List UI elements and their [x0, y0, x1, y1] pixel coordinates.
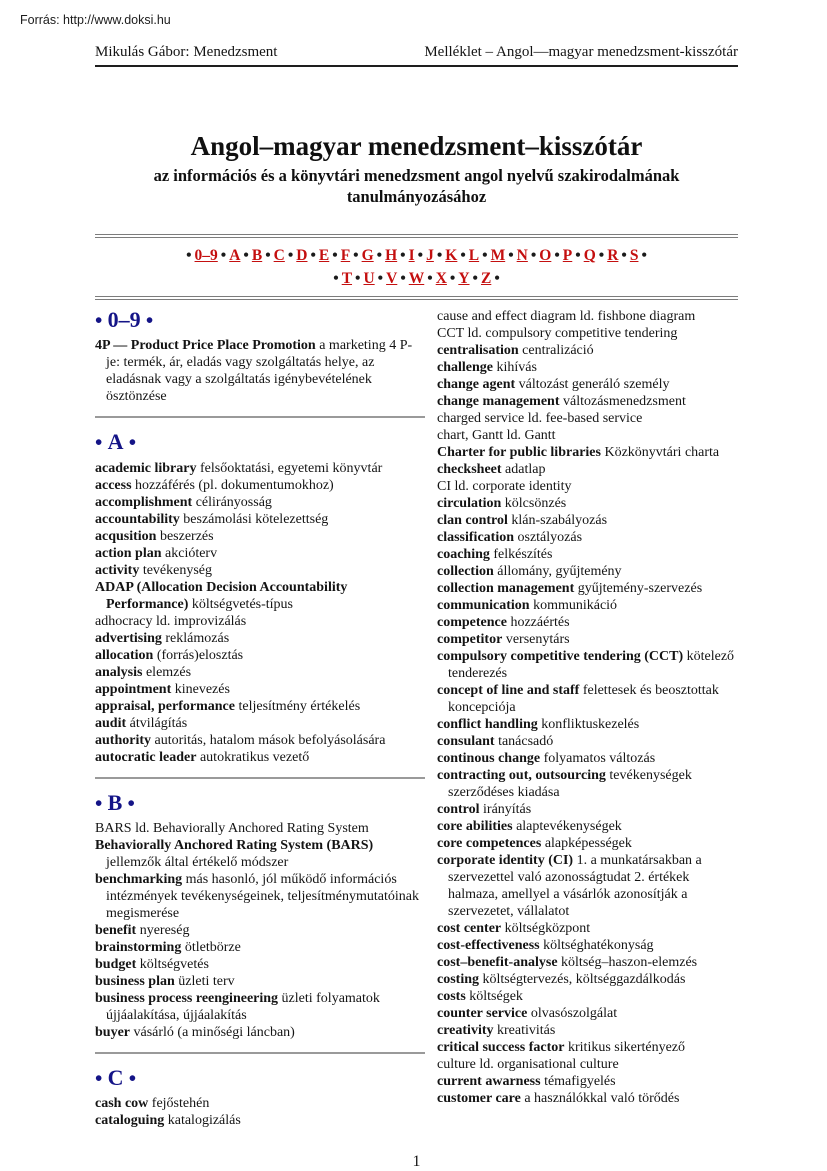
nav-letter-y[interactable]: Y — [458, 269, 470, 287]
entry-definition: folyamatos változás — [543, 751, 656, 767]
dictionary-entry — [95, 990, 425, 1024]
nav-letter-x[interactable]: X — [435, 269, 447, 287]
entry-term: advertising — [95, 630, 162, 646]
entry-definition: jellemzők által értékelő módszer — [106, 854, 289, 870]
entry-term: academic library — [95, 460, 197, 476]
dictionary-entry — [437, 410, 738, 427]
nav-letter-i[interactable]: I — [408, 247, 415, 265]
entry-definition: 1. a munkatársakban a szervezettel való azonosságtudat 2. értékek halmaza, amellyel a vásárlók azonosítják a szervezetet, vállalatot — [448, 853, 702, 920]
dictionary-entry — [95, 477, 425, 494]
entry-definition: centralizáció — [522, 343, 594, 359]
entry-definition: vásárló (a minőségi láncban) — [133, 1024, 295, 1040]
entry-definition: költségvetés — [139, 956, 209, 972]
nav-separator-bullet: • — [287, 247, 294, 265]
entry-definition: (forrás)elosztás — [156, 647, 244, 663]
dictionary-entry — [437, 393, 738, 410]
dictionary-entry — [437, 631, 738, 648]
entry-definition: felettesek és beosztottak koncepciója — [448, 683, 719, 716]
dictionary-entry — [437, 512, 738, 529]
section-heading-0-9 — [95, 308, 425, 332]
dictionary-entry — [95, 528, 425, 545]
nav-letter-l[interactable]: L — [468, 247, 480, 265]
dictionary-entry — [95, 871, 425, 922]
entry-definition: üzleti terv — [178, 973, 235, 989]
running-header — [95, 44, 738, 67]
entry-definition: irányítás — [483, 802, 532, 818]
dictionary-entry — [437, 614, 738, 631]
entry-term: acqusition — [95, 528, 157, 544]
letter-nav-row-2 — [95, 268, 738, 290]
entry-term: consulant — [437, 734, 495, 750]
entry-term: competence — [437, 615, 507, 631]
dictionary-entry — [95, 630, 425, 647]
entry-term: ADAP (Allocation Decision Accountability Performance) — [95, 579, 348, 612]
dictionary-entry — [437, 1056, 738, 1073]
entry-term: communication — [437, 598, 530, 614]
entry-definition: költséghatékonyság — [543, 938, 654, 954]
dictionary-entry — [95, 579, 425, 613]
dictionary-entry — [95, 1095, 425, 1112]
nav-separator-bullet: • — [494, 269, 500, 287]
entry-definition: alaptevékenységek — [516, 819, 622, 835]
nav-separator-bullet: • — [400, 269, 406, 287]
nav-letter-a[interactable]: A — [229, 247, 241, 265]
entry-definition: kommunikáció — [533, 598, 618, 614]
entry-term: activity — [95, 562, 140, 578]
entry-cross-reference: CCT ld. compulsory competitive tendering — [437, 326, 678, 342]
nav-letter-r[interactable]: R — [607, 247, 619, 265]
nav-letter-n[interactable]: N — [516, 247, 528, 265]
dictionary-entry — [437, 461, 738, 478]
entry-term: contracting out, outsourcing — [437, 768, 606, 784]
entry-cross-reference: BARS ld. Behaviorally Anchored Rating System — [95, 820, 369, 836]
entry-term: compulsory competitive tendering (CCT) — [437, 649, 684, 665]
entry-definition: kötelező tenderezés — [448, 649, 735, 682]
nav-letter-h[interactable]: H — [385, 247, 398, 265]
entry-cross-reference: adhocracy ld. improvizálás — [95, 613, 247, 629]
entry-term: business process reengineering — [95, 990, 279, 1006]
document-page — [95, 0, 738, 1171]
dictionary-entry — [95, 681, 425, 698]
dictionary-entry — [437, 852, 738, 920]
dictionary-entry — [437, 359, 738, 376]
entry-term: classification — [437, 530, 514, 546]
dictionary-entry — [437, 495, 738, 512]
page-subtitle: az információs és a könyvtári menedzsment angol nyelvű szakirodalmának tanulmányozásához — [153, 166, 680, 207]
dictionary-entry — [95, 664, 425, 681]
nav-separator-bullet: • — [641, 247, 647, 265]
dictionary-entry — [437, 342, 738, 359]
entry-definition: teljesítmény értékelés — [238, 698, 361, 714]
dictionary-entry — [437, 801, 738, 818]
nav-separator-bullet: • — [417, 247, 424, 265]
entry-definition: ötletbörze — [184, 939, 241, 955]
dictionary-entry — [437, 546, 738, 563]
dictionary-entry — [95, 749, 425, 766]
dictionary-entry — [437, 835, 738, 852]
dictionary-entry — [437, 682, 738, 716]
entry-term: 4P — Product Price Place Promotion — [95, 338, 316, 354]
entry-definition: üzleti folyamatok újjáalakítása, újjáalakítás — [106, 990, 380, 1023]
page-title: Angol–magyar menedzsment–kisszótár — [190, 131, 643, 161]
section-bullet: • — [123, 1065, 137, 1090]
entry-term: conflict handling — [437, 717, 538, 733]
entry-term: collection — [437, 564, 494, 580]
entry-definition: hozzáférés (pl. dokumentumokhoz) — [135, 477, 334, 493]
nav-separator-bullet: • — [220, 247, 227, 265]
nav-separator-bullet: • — [243, 247, 249, 265]
entry-cross-reference: culture ld. organisational culture — [437, 1057, 619, 1073]
dictionary-entry — [437, 767, 738, 801]
entry-term: analysis — [95, 664, 143, 680]
nav-separator-bullet: • — [508, 247, 514, 265]
dictionary-entry — [437, 1022, 738, 1039]
dictionary-entry — [95, 820, 425, 837]
entry-definition: kinevezés — [174, 681, 230, 697]
entry-definition: autokratikus vezető — [199, 749, 310, 765]
entry-term: competitor — [437, 632, 503, 648]
nav-separator-bullet: • — [427, 269, 433, 287]
entry-term: allocation — [95, 647, 154, 663]
nav-letter-0-9[interactable]: 0–9 — [194, 247, 218, 265]
section-divider — [95, 1052, 425, 1054]
entry-definition: reklámozás — [165, 630, 230, 646]
entry-definition: hozzáértés — [510, 615, 570, 631]
dictionary-entry — [437, 716, 738, 733]
column-left — [95, 308, 425, 1129]
entry-term: control — [437, 802, 480, 818]
entry-term: cost–benefit-analyse — [437, 955, 558, 971]
nav-letter-f[interactable]: F — [340, 247, 351, 265]
entry-term: benefit — [95, 922, 137, 938]
entry-cross-reference: cause and effect diagram ld. fishbone diagram — [437, 309, 696, 325]
entry-term: cash cow — [95, 1095, 149, 1111]
section-bullet: • — [95, 430, 108, 455]
entry-definition: kritikus sikertényező — [568, 1040, 686, 1056]
entry-definition: költségek — [469, 989, 523, 1005]
nav-letter-k[interactable]: K — [445, 247, 458, 265]
entry-definition: adatlap — [505, 462, 546, 478]
dictionary-entry — [437, 308, 738, 325]
dictionary-entry — [95, 337, 425, 405]
section-bullet: • — [95, 1065, 108, 1090]
entry-definition: kölcsönzés — [504, 496, 567, 512]
entry-definition: költség–haszon-elemzés — [561, 955, 698, 971]
entry-definition: kreativitás — [497, 1023, 556, 1039]
entry-definition: más hasonló, jól működő információs intézmények tevékenységeinek, teljesítménymutatóinak megismerése — [106, 871, 419, 921]
entry-definition: konfliktuskezelés — [541, 717, 640, 733]
entry-term: critical success factor — [437, 1040, 565, 1056]
entry-definition: változást generáló személy — [518, 377, 670, 393]
entry-term: cataloguing — [95, 1112, 165, 1128]
entry-term: access — [95, 477, 132, 493]
nav-separator-bullet: • — [598, 247, 605, 265]
dictionary-entry — [437, 478, 738, 495]
dictionary-entry — [95, 922, 425, 939]
entry-term: challenge — [437, 360, 493, 376]
dictionary-entry — [95, 613, 425, 630]
dictionary-entry — [95, 715, 425, 732]
nav-letter-e[interactable]: E — [318, 247, 330, 265]
entry-term: authority — [95, 732, 151, 748]
dictionary-entry — [437, 954, 738, 971]
dictionary-columns — [95, 308, 738, 1129]
dictionary-entry — [437, 733, 738, 750]
entry-term: Behaviorally Anchored Rating System (BARS) — [95, 837, 374, 853]
dictionary-entry — [95, 732, 425, 749]
nav-letter-t[interactable]: T — [341, 269, 353, 287]
entry-term: business plan — [95, 973, 175, 989]
entry-term: collection management — [437, 581, 575, 597]
dictionary-entry — [437, 1005, 738, 1022]
nav-letter-p[interactable]: P — [562, 247, 573, 265]
section-divider — [95, 416, 425, 418]
entry-term: appraisal, performance — [95, 698, 235, 714]
entry-term: corporate identity (CI) — [437, 853, 574, 869]
nav-letter-c[interactable]: C — [273, 247, 285, 265]
entry-definition: beszámolási kötelezettség — [183, 511, 329, 527]
section-heading-a — [95, 430, 425, 454]
entry-definition: a marketing 4 P-je: termék, ár, eladás vagy szolgáltatás helye, az eladásnak vagy a szolgáltatás igénybevételének ösztönzése — [106, 338, 413, 405]
entry-term: Charter for public libraries — [437, 445, 601, 461]
entry-term: continous change — [437, 751, 541, 767]
entry-term: action plan — [95, 545, 162, 561]
entry-definition: Közkönyvtári charta — [604, 445, 720, 461]
dictionary-entry — [437, 937, 738, 954]
entry-cross-reference: CI ld. corporate identity — [437, 479, 572, 495]
entry-definition: kihívás — [496, 360, 537, 376]
nav-separator-bullet: • — [332, 247, 338, 265]
entry-definition: alapképességek — [544, 836, 632, 852]
entry-term: costs — [437, 989, 466, 1005]
entry-term: audit — [95, 715, 127, 731]
section-bullet: • — [140, 308, 154, 333]
entry-term: core abilities — [437, 819, 513, 835]
dictionary-entry — [95, 1112, 425, 1129]
column-right — [437, 308, 738, 1129]
section-heading-b — [95, 791, 425, 815]
divider-top — [95, 234, 738, 238]
entry-definition: átvilágítás — [129, 715, 188, 731]
dictionary-entry — [95, 562, 425, 579]
nav-separator-bullet: • — [449, 269, 456, 287]
dictionary-entry — [437, 750, 738, 767]
nav-separator-bullet: • — [554, 247, 560, 265]
dictionary-entry — [95, 837, 425, 871]
entry-term: autocratic leader — [95, 749, 197, 765]
running-header-right: Melléklet – Angol—magyar menedzsment-kisszótár — [424, 44, 738, 60]
nav-separator-bullet: • — [186, 247, 192, 265]
entry-term: centralisation — [437, 343, 519, 359]
entry-definition: költségközpont — [504, 921, 591, 937]
section-divider — [95, 777, 425, 779]
entry-definition: osztályozás — [517, 530, 583, 546]
dictionary-entry — [437, 1039, 738, 1056]
nav-letter-w[interactable]: W — [408, 269, 425, 287]
nav-separator-bullet: • — [333, 269, 339, 287]
entry-term: brainstorming — [95, 939, 182, 955]
entry-term: change agent — [437, 377, 516, 393]
dictionary-entry — [437, 1090, 738, 1107]
page-number: 1 — [412, 1152, 421, 1170]
dictionary-entry — [95, 494, 425, 511]
entry-definition: témafigyelés — [544, 1074, 616, 1090]
entry-definition: fejőstehén — [151, 1095, 210, 1111]
nav-separator-bullet: • — [355, 269, 361, 287]
nav-letter-b[interactable]: B — [251, 247, 263, 265]
nav-letter-v[interactable]: V — [386, 269, 398, 287]
entry-term: counter service — [437, 1006, 528, 1022]
entry-term: coaching — [437, 547, 490, 563]
dictionary-entry — [437, 580, 738, 597]
nav-separator-bullet: • — [400, 247, 406, 265]
nav-separator-bullet: • — [575, 247, 581, 265]
entry-definition: tevékenységek szerződéses kiadása — [448, 768, 692, 801]
divider-bottom — [95, 296, 738, 300]
entry-cross-reference: charged service ld. fee-based service — [437, 411, 643, 427]
section-letter: A — [107, 429, 124, 455]
section-bullet: • — [95, 308, 108, 333]
nav-separator-bullet: • — [472, 269, 478, 287]
entry-term: accountability — [95, 511, 180, 527]
entry-definition: tanácsadó — [498, 734, 554, 750]
dictionary-entry — [437, 597, 738, 614]
dictionary-entry — [437, 920, 738, 937]
source-url: Forrás: http://www.doksi.hu — [20, 13, 171, 27]
nav-separator-bullet: • — [530, 247, 537, 265]
nav-separator-bullet: • — [482, 247, 488, 265]
nav-separator-bullet: • — [460, 247, 466, 265]
dictionary-entry — [437, 444, 738, 461]
entry-definition: autoritás, hatalom mások befolyásolására — [154, 732, 386, 748]
entry-definition: felsőoktatási, egyetemi könyvtár — [199, 460, 383, 476]
entry-definition: nyereség — [139, 922, 190, 938]
section-bullet: • — [123, 430, 137, 455]
entry-cross-reference: chart, Gantt ld. Gantt — [437, 428, 556, 444]
nav-letter-o[interactable]: O — [539, 247, 552, 265]
dictionary-entry — [95, 1024, 425, 1041]
running-header-left: Mikulás Gábor: Menedzsment — [95, 44, 278, 60]
dictionary-entry — [437, 427, 738, 444]
entry-definition: változásmenedzsment — [563, 394, 686, 410]
dictionary-entry — [437, 988, 738, 1005]
entry-definition: klán-szabályozás — [511, 513, 608, 529]
dictionary-entry — [95, 460, 425, 477]
entry-term: budget — [95, 956, 137, 972]
entry-term: cost center — [437, 921, 502, 937]
entry-definition: célirányosság — [195, 494, 272, 510]
letter-nav — [95, 245, 738, 290]
dictionary-entry — [95, 698, 425, 715]
entry-term: creativity — [437, 1023, 494, 1039]
entry-definition: akcióterv — [165, 545, 218, 561]
nav-letter-d[interactable]: D — [296, 247, 308, 265]
entry-term: change management — [437, 394, 560, 410]
nav-separator-bullet: • — [377, 269, 384, 287]
entry-term: clan control — [437, 513, 508, 529]
section-letter: C — [107, 1064, 124, 1090]
nav-letter-g[interactable]: G — [361, 247, 374, 265]
entry-definition: olvasószolgálat — [530, 1006, 618, 1022]
entry-definition: tevékenység — [142, 562, 213, 578]
nav-letter-q[interactable]: Q — [583, 247, 596, 265]
entry-term: appointment — [95, 681, 172, 697]
entry-term: buyer — [95, 1024, 130, 1040]
entry-definition: versenytárs — [505, 632, 570, 648]
dictionary-entry — [437, 529, 738, 546]
entry-term: cost-effectiveness — [437, 938, 540, 954]
dictionary-entry — [95, 647, 425, 664]
section-bullet: • — [95, 790, 108, 815]
section-heading-c — [95, 1066, 425, 1090]
section-letter: B — [107, 789, 123, 815]
entry-term: circulation — [437, 496, 502, 512]
entry-definition: felkészítés — [493, 547, 553, 563]
nav-letter-u[interactable]: U — [363, 269, 375, 287]
entry-term: accomplishment — [95, 494, 193, 510]
entry-definition: beszerzés — [159, 528, 214, 544]
dictionary-entry — [95, 956, 425, 973]
nav-separator-bullet: • — [376, 247, 383, 265]
dictionary-entry — [437, 648, 738, 682]
dictionary-entry — [437, 971, 738, 988]
nav-separator-bullet: • — [310, 247, 316, 265]
entry-definition: állomány, gyűjtemény — [497, 564, 622, 580]
entry-term: benchmarking — [95, 871, 183, 887]
nav-letter-m[interactable]: M — [490, 247, 506, 265]
nav-separator-bullet: • — [353, 247, 359, 265]
entry-definition: költségtervezés, költséggazdálkodás — [482, 972, 686, 988]
entry-term: checksheet — [437, 462, 502, 478]
dictionary-entry — [437, 376, 738, 393]
entry-term: customer care — [437, 1091, 521, 1107]
dictionary-entry — [437, 1073, 738, 1090]
section-letter: 0–9 — [107, 307, 141, 333]
dictionary-entry — [95, 511, 425, 528]
dictionary-entry — [95, 973, 425, 990]
dictionary-entry — [95, 545, 425, 562]
entry-term: concept of line and staff — [437, 683, 580, 699]
section-bullet: • — [122, 790, 135, 815]
nav-separator-bullet: • — [265, 247, 271, 265]
entry-definition: a használókkal való törődés — [524, 1091, 680, 1107]
letter-nav-row-1 — [95, 245, 738, 267]
dictionary-entry — [437, 818, 738, 835]
entry-term: costing — [437, 972, 479, 988]
entry-term: current awarness — [437, 1074, 541, 1090]
dictionary-entry — [437, 563, 738, 580]
nav-letter-z[interactable]: Z — [480, 269, 492, 287]
nav-letter-j[interactable]: J — [426, 247, 434, 265]
entry-definition: költségvetés-típus — [191, 596, 294, 612]
nav-separator-bullet: • — [621, 247, 627, 265]
nav-letter-s[interactable]: S — [629, 247, 639, 265]
entry-definition: gyűjtemény-szervezés — [577, 581, 703, 597]
dictionary-entry — [437, 325, 738, 342]
entry-definition: elemzés — [145, 664, 192, 680]
dictionary-entry — [95, 939, 425, 956]
entry-term: core competences — [437, 836, 542, 852]
nav-separator-bullet: • — [436, 247, 443, 265]
entry-definition: katalogizálás — [167, 1112, 241, 1128]
